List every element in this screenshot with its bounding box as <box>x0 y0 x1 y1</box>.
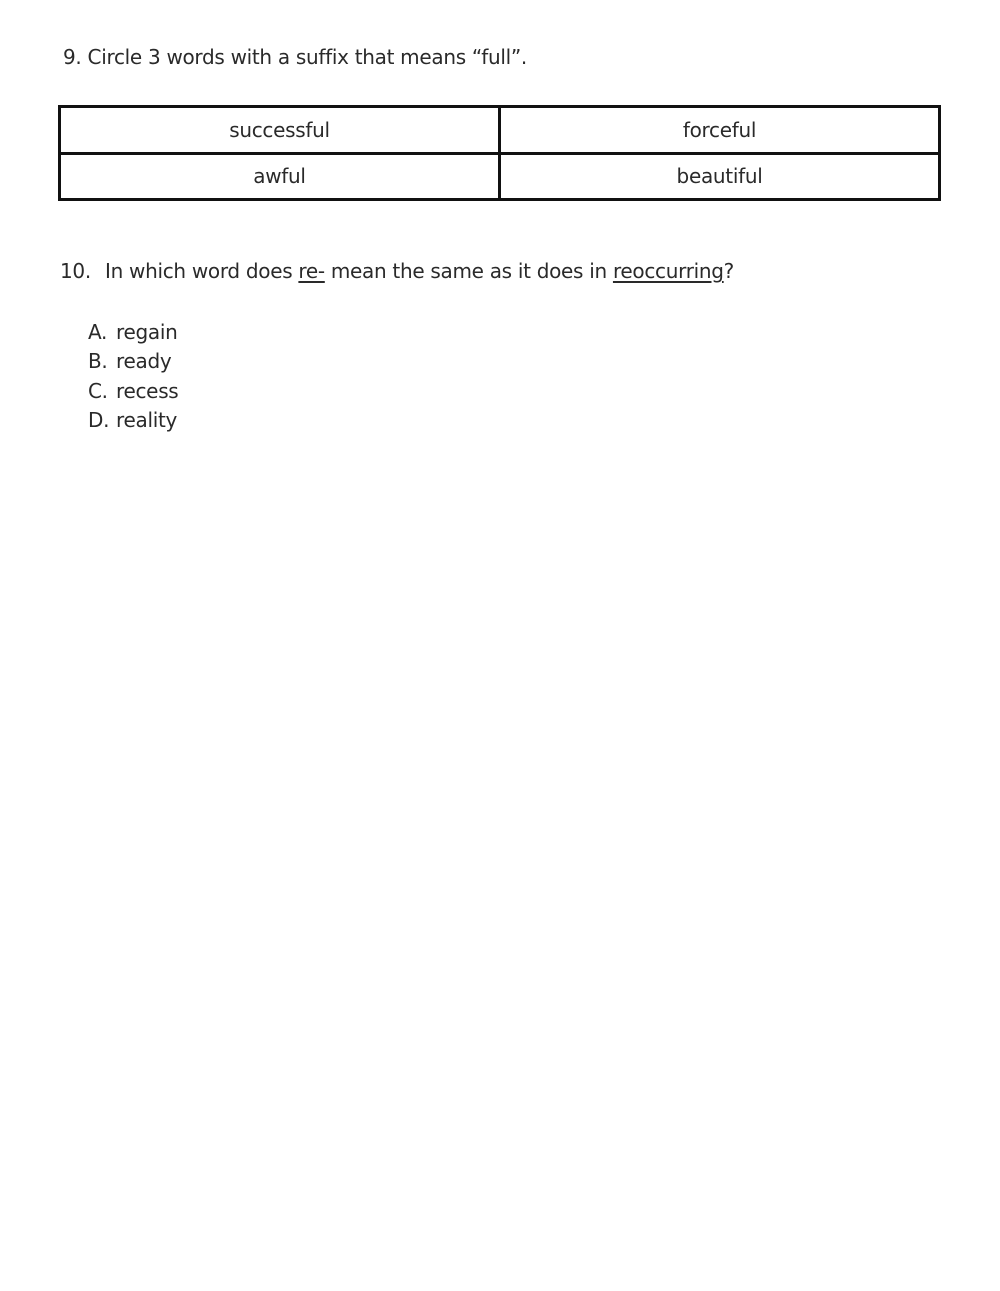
prompt-text: ? <box>723 259 734 283</box>
answer-options <box>88 318 178 435</box>
answer-option-c[interactable] <box>88 377 178 406</box>
option-letter: B. <box>88 349 108 374</box>
question-number: 10. <box>60 259 91 283</box>
word-choice-table <box>58 105 941 201</box>
answer-option-a[interactable] <box>88 318 178 347</box>
word-cell[interactable]: forceful <box>500 107 940 154</box>
word-cell[interactable]: successful <box>60 107 500 154</box>
prompt-text: In which word does <box>105 259 299 283</box>
option-text: reality <box>116 407 178 432</box>
option-text: recess <box>116 378 179 403</box>
prefix-underlined: re- <box>298 259 325 283</box>
question-9-prompt: 9. Circle 3 words with a suffix that means “full”. <box>63 45 527 69</box>
option-text: regain <box>116 320 178 344</box>
word-underlined: reoccurring <box>612 259 724 283</box>
answer-option-d[interactable] <box>88 406 178 435</box>
table-row <box>60 153 940 200</box>
table-row <box>60 107 940 154</box>
option-text: ready <box>116 349 172 374</box>
question-10-prompt <box>60 259 734 283</box>
option-letter: A. <box>88 320 108 344</box>
option-letter: D. <box>88 407 110 432</box>
word-cell[interactable]: awful <box>60 153 500 200</box>
option-letter: C. <box>88 378 108 403</box>
prompt-text: mean the same as it does in <box>324 259 613 283</box>
word-cell[interactable]: beautiful <box>500 153 940 200</box>
answer-option-b[interactable] <box>88 347 178 376</box>
